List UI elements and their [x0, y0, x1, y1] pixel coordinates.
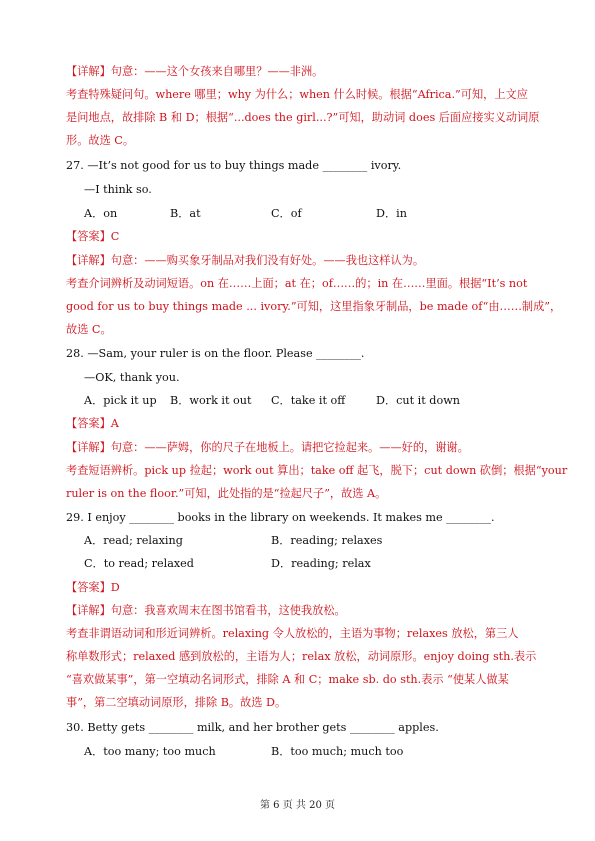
- answer-29: 【答案】D: [66, 581, 120, 594]
- question-27-reply: —I think so.: [84, 183, 152, 196]
- q28-option-d: D．cut it down: [376, 394, 460, 407]
- question-27: 27. —It’s not good for us to buy things made ________ ivory.: [66, 159, 402, 172]
- explanation-line: 考查特殊疑问句。where 哪里；why 为什么；when 什么时候。根据“Africa.”可知，上文应: [66, 88, 528, 101]
- q30-option-a: A．too many; too much: [84, 745, 216, 758]
- q28-option-b: B．work it out: [170, 394, 252, 407]
- explanation-line: 形。故选 C。: [66, 134, 135, 147]
- answer-28: 【答案】A: [66, 417, 119, 430]
- explanation-line: “喜欢做某事”，第一空填动名词形式，排除 A 和 C；make sb. do sth.表示 “使某人做某: [66, 673, 509, 686]
- q29-option-a: A．read; relaxing: [84, 534, 183, 547]
- q30-option-b: B．too much; much too: [271, 745, 404, 758]
- q27-option-a: A．on: [84, 207, 118, 220]
- page-footer: 第 6 页 共 20 页: [260, 800, 335, 811]
- explanation-line: 【详解】句意：——萨姆，你的尺子在地板上。请把它捡起来。——好的，谢谢。: [66, 441, 469, 454]
- explanation-line: good for us to buy things made ... ivory.”可知，这里指象牙制品，be made of“由……制成”，: [66, 300, 562, 313]
- q27-option-d: D．in: [376, 207, 407, 220]
- question-30: 30. Betty gets ________ milk, and her brother gets ________ apples.: [66, 721, 439, 734]
- question-29: 29. I enjoy ________ books in the library on weekends. It makes me ________.: [66, 511, 495, 524]
- q29-option-d: D．reading; relax: [271, 557, 371, 570]
- q28-option-a: A．pick it up: [84, 394, 157, 407]
- explanation-line: 故选 C。: [66, 323, 112, 336]
- explanation-line: 【详解】句意：——购买象牙制品对我们没有好处。——我也这样认为。: [66, 254, 425, 267]
- q29-option-c: C．to read; relaxed: [84, 557, 194, 570]
- explanation-line: 是问地点，故排除 B 和 D；根据“...does the girl...?”可知，助动词 does 后面应接实义动词原: [66, 111, 540, 124]
- explanation-line: 【详解】句意：——这个女孩来自哪里？——非洲。: [66, 65, 324, 78]
- q28-option-c: C．take it off: [271, 394, 346, 407]
- explanation-line: ruler is on the floor.”可知，此处指的是“捡起尺子”，故选 A。: [66, 487, 387, 500]
- q27-option-c: C．of: [271, 207, 302, 220]
- explanation-line: 考查介词辨析及动词短语。on 在……上面；at 在；of……的；in 在……里面。根据“It’s not: [66, 277, 528, 290]
- explanation-line: 考查非谓语动词和形近词辨析。relaxing 令人放松的，主语为事物；relaxes 放松，第三人: [66, 627, 519, 640]
- answer-27: 【答案】C: [66, 230, 120, 243]
- q27-option-b: B．at: [170, 207, 201, 220]
- explanation-line: 事”，第二空填动词原形，排除 B。故选 D。: [66, 696, 287, 709]
- q29-option-b: B．reading; relaxes: [271, 534, 383, 547]
- question-28-reply: —OK, thank you.: [84, 371, 180, 384]
- explanation-line: 【详解】句意：我喜欢周末在图书馆看书，这使我放松。: [66, 604, 346, 617]
- explanation-line: 考查短语辨析。pick up 捡起；work out 算出；take off 起飞，脱下；cut down 砍倒；根据“your: [66, 464, 568, 477]
- explanation-line: 称单数形式；relaxed 感到放松的，主语为人；relax 放松，动词原形。enjoy doing sth.表示: [66, 650, 537, 663]
- question-28: 28. —Sam, your ruler is on the floor. Please ________.: [66, 347, 365, 360]
